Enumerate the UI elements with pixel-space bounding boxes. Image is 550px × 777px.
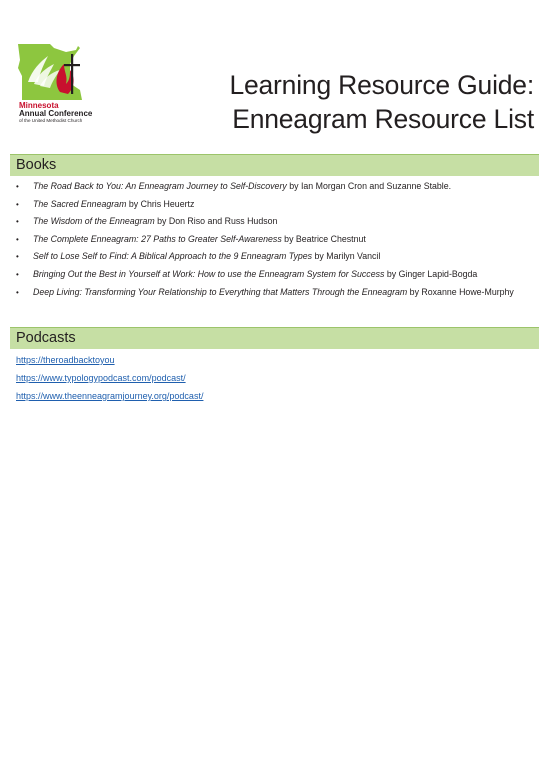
book-title: The Road Back to You: An Enneagram Journey to Self-Discovery: [33, 181, 287, 191]
logo-line-annual-conference: Annual Conference: [19, 109, 93, 119]
podcast-link-road-back-to-you[interactable]: https://theroadbacktoyou: [16, 355, 115, 365]
page-title-line-2: Enneagram Resource List: [232, 104, 534, 134]
podcasts-section-heading: Podcasts: [10, 327, 539, 349]
book-author: by Ian Morgan Cron and Suzanne Stable.: [286, 181, 452, 191]
book-item: [10, 287, 532, 298]
book-item: [10, 269, 532, 280]
book-item: [10, 234, 532, 245]
book-title: The Sacred Enneagram: [33, 198, 127, 209]
book-author: by Don Riso and Russ Hudson: [154, 216, 278, 227]
book-list: [10, 181, 532, 304]
conference-logo: [14, 42, 114, 134]
book-item: [10, 251, 532, 262]
book-title: The Wisdom of the Enneagram: [33, 216, 155, 227]
book-author: by Chris Heuertz: [126, 198, 195, 209]
podcast-links: [16, 354, 203, 408]
book-title: Self to Lose Self to Find: A Biblical Approach to the 9 Enneagram Types: [33, 251, 313, 262]
podcast-link-enneagram-journey[interactable]: https://www.theenneagramjourney.org/podcast/: [16, 391, 204, 401]
page-title: [229, 68, 534, 136]
book-title: The Complete Enneagram: 27 Paths to Greater Self-Awareness: [33, 233, 282, 244]
logo-line-minnesota: Minnesota: [19, 101, 59, 110]
minnesota-cross-flame-icon: [14, 42, 114, 104]
book-item: [10, 181, 532, 192]
book-author: by Marilyn Vancil: [312, 251, 381, 262]
podcast-link-typology[interactable]: https://www.typologypodcast.com/podcast/: [16, 373, 186, 383]
book-author: by Beatrice Chestnut: [281, 233, 366, 244]
book-title: Bringing Out the Best in Yourself at Work: How to use the Enneagram System for Success: [33, 268, 385, 279]
page-title-line-1: Learning Resource Guide:: [229, 70, 534, 100]
book-author: by Ginger Lapid-Bogda: [384, 268, 478, 279]
books-section-heading: Books: [10, 154, 539, 176]
book-title: Deep Living: Transforming Your Relationship to Everything that Matters Through the Enneagram: [33, 286, 408, 297]
book-item: [10, 216, 532, 227]
logo-line-umc: of the United Methodist Church: [19, 117, 83, 123]
book-item: [10, 199, 532, 210]
book-author: by Roxanne Howe-Murphy: [407, 286, 514, 297]
